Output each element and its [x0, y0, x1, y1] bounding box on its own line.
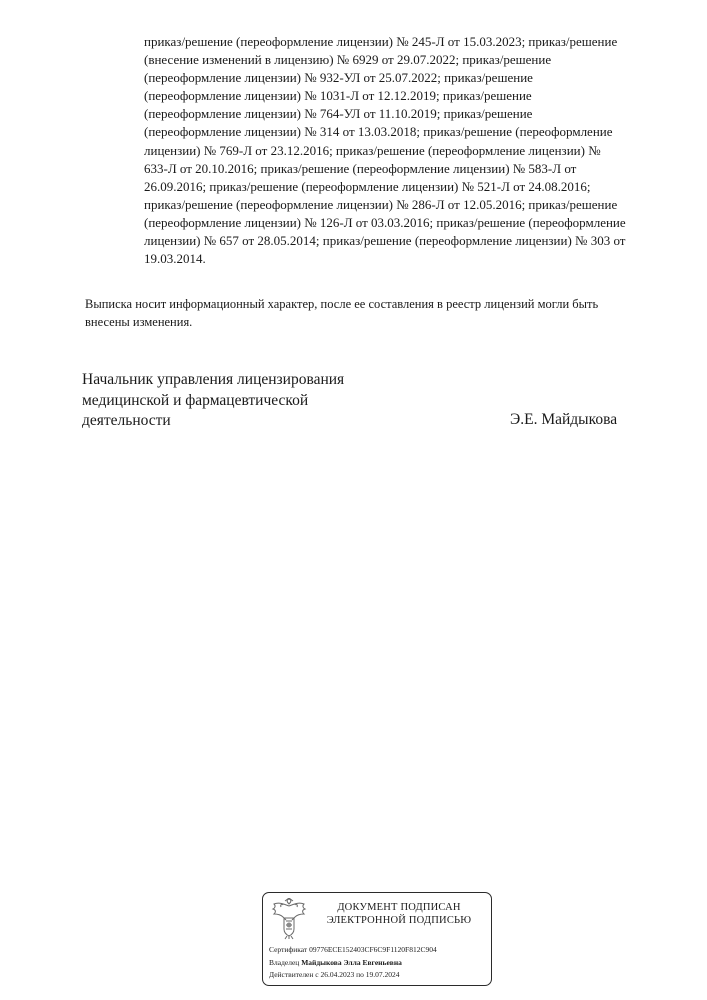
owner-label: Владелец — [269, 957, 300, 967]
signatory-position-line: медицинской и фармацевтической — [82, 391, 309, 409]
notice-line: внесены изменения. — [85, 314, 193, 329]
certificate-label: Сертификат — [269, 945, 308, 954]
orders-line: приказ/решение (переоформление лицензии) № 245-Л от 15.03.2023; приказ/решение — [144, 34, 618, 49]
orders-line: (переоформление лицензии) № 932-УЛ от 25.07.2022; приказ/решение — [144, 70, 533, 86]
orders-line: (внесение изменений в лицензию) № 6929 от 29.07.2022; приказ/решение — [144, 52, 552, 68]
double-headed-eagle-emblem-icon — [270, 898, 308, 940]
notice-line: Выписка носит информационный характер, после ее составления в реестр лицензий могли быть — [85, 297, 599, 311]
orders-line: (переоформление лицензии) № 1031-Л от 12.12.2019; приказ/решение — [144, 88, 532, 104]
orders-line: приказ/решение (переоформление лицензии) № 286-Л от 12.05.2016; приказ/решение — [144, 196, 618, 212]
stamp-heading-line: ЭЛЕКТРОННОЙ ПОДПИСЬЮ — [326, 915, 472, 926]
owner-row — [269, 957, 491, 970]
owner-value: Майдыкова Элла Евгеньевна — [301, 957, 402, 967]
orders-line: лицензии) № 769-Л от 23.12.2016; приказ/решение (переоформление лицензии) № — [144, 142, 601, 158]
signatory-position-line: деятельности — [82, 412, 171, 429]
certificate-row — [269, 944, 491, 957]
informational-notice — [85, 296, 685, 331]
signatory-name: Э.Е. Майдыкова — [510, 411, 618, 428]
validity-row: Действителен с 26.04.2023 по 19.07.2024 — [269, 970, 400, 979]
orders-line: 26.09.2016; приказ/решение (переоформление лицензии) № 521-Л от 24.08.2016; — [144, 178, 591, 194]
stamp-heading-line: ДОКУМЕНТ ПОДПИСАН — [337, 902, 461, 913]
orders-line: (переоформление лицензии) № 126-Л от 03.03.2016; приказ/решение (переоформление — [144, 214, 626, 230]
signatory-position — [82, 370, 402, 432]
orders-line: лицензии) № 657 от 28.05.2014; приказ/решение (переоформление лицензии) № 303 от — [144, 233, 626, 249]
signatory-position-line: Начальник управления лицензирования — [82, 371, 345, 388]
orders-line: 633-Л от 20.10.2016; приказ/решение (переоформление лицензии) № 583-Л от — [144, 160, 577, 176]
stamp-heading — [313, 901, 485, 927]
electronic-signature-stamp — [262, 892, 492, 986]
license-orders-list — [144, 33, 676, 268]
certificate-value: 09776ECE152403CF6C9F1120F812C904 — [309, 945, 437, 954]
orders-line: (переоформление лицензии) № 764-УЛ от 11.10.2019; приказ/решение — [144, 106, 533, 122]
stamp-details — [269, 944, 491, 982]
orders-line: 19.03.2014. — [144, 251, 206, 267]
orders-line: (переоформление лицензии) № 314 от 13.03.2018; приказ/решение (переоформление — [144, 124, 613, 140]
